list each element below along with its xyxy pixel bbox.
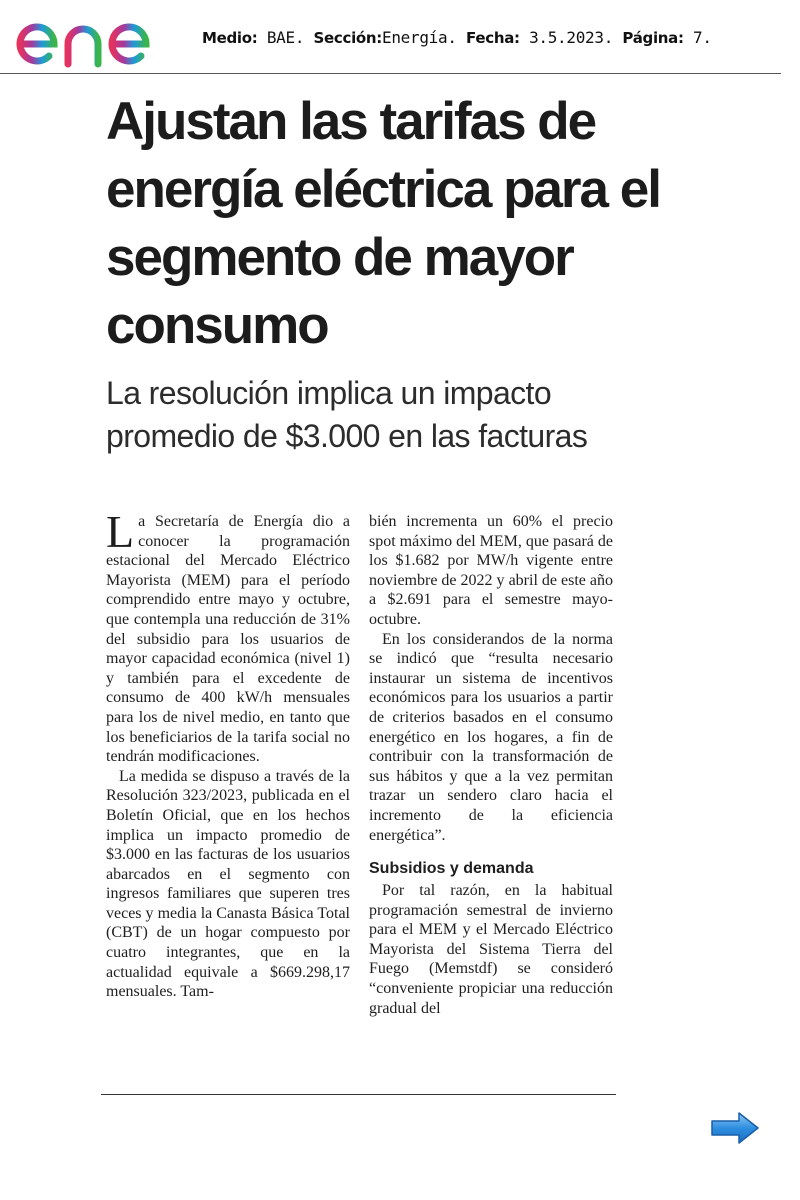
clipping-header [0, 0, 800, 76]
fecha-value: 3.5.2023. [529, 28, 614, 47]
article-column-2 [369, 512, 613, 1018]
article-column-1 [106, 506, 350, 1002]
fecha-label: Fecha: [466, 29, 520, 47]
article-paragraph-1 [106, 506, 350, 767]
seccion-value: Energía. [382, 28, 457, 47]
article-paragraph-3: En los considerandos de la norma se indicó que “resulta necesario instaurar un sistema de incentivos económicos para los usuarios a partir de criterios basados en el consumo energético en los hogares, a fin de contribuir con la transformación de sus hábitos y que a la vez permitan trazar un sendero claro hacia el incremento de la eficiencia energética”. [369, 630, 613, 844]
paragraph-2-continued-text: bién incrementa un 60% el precio spot máximo del MEM, que pasará de los $1.682 por MW/h vigente entre noviembre de 2022 y abril de este año a $2.691 para el semestre mayo-octubre. [369, 513, 613, 628]
paragraph-2-text: La medida se dispuso a través de la Resolución 323/2023, publicada en el Boletín Oficial, que en los hechos implica un impacto promedio de $3.000 en las facturas de los usuarios abarcados en el segmento con ingresos familiares que superen tres veces y media la Canasta Básica Total (CBT) de un hogar compuesto por cuatro integrantes, que en la actualidad equivale a $669.298,17 mensuales. Tam- [106, 767, 350, 1001]
footer-divider [101, 1094, 616, 1095]
paragraph-1-text: a Secretaría de Energía dio a conocer la programación estacional del Mercado Eléctrico Mayorista (MEM) para el período comprendido entre mayo y octubre, que contempla una reducción de 31% del subsidio para los usuarios de mayor capacidad económica (nivel 1) y también para el excedente de consumo de 400 kW/h mensuales para los de nivel medio, en tanto que los beneficiarios de la tarifa social no tendrán modificaciones. [106, 513, 350, 766]
article-subhead: La resolución implica un impacto promedio de $3.000 en las facturas [106, 375, 588, 454]
seccion-label: Sección: [313, 29, 382, 47]
clipping-metadata [202, 28, 712, 47]
section-title: Subsidios y demanda [369, 860, 534, 878]
article-paragraph-2-continued [369, 512, 613, 630]
next-page-arrow-icon[interactable] [709, 1110, 761, 1146]
article-paragraph-4: Por tal razón, en la habitual programación semestral de invierno para el MEM y el Mercado Eléctrico Mayorista del Sistema Tierra del Fuego (Memstdf) se consideró “conveniente propiciar una reducción gradual del [369, 882, 613, 1017]
drop-cap: L [106, 506, 135, 557]
pagina-value: 7. [693, 28, 712, 47]
medio-label: Medio: [202, 29, 258, 47]
medio-value: BAE. [266, 28, 305, 47]
enel-logo [16, 6, 181, 68]
pagina-label: Página: [622, 29, 684, 47]
header-divider [0, 73, 781, 74]
article-paragraph-2 [106, 767, 350, 1002]
article-headline: Ajustan las tarifas de energía eléctrica para el segmento de mayor consumo [106, 92, 660, 355]
